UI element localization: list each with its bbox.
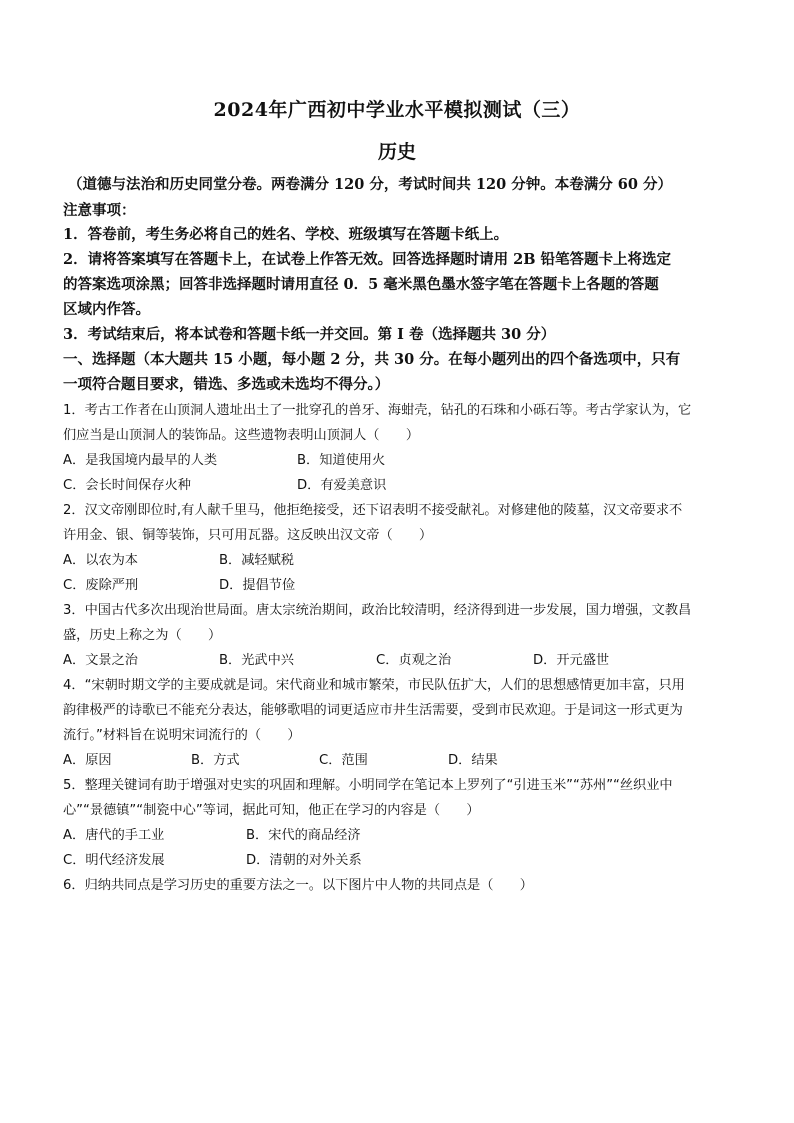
q2-options-row-2 [63,574,733,594]
q2-option-d: D．提倡节俭 [219,578,296,593]
note-3: 3．考试结束后，将本试卷和答题卡纸一并交回。第 I 卷（选择题共 30 分） [63,326,556,343]
q1-stem-line-1: 1．考古工作者在山顶洞人遗址出土了一批穿孔的兽牙、海蚶壳，钻孔的石珠和小砾石等。考古学家认为，它 [63,403,692,418]
q4-option-b: B．方式 [191,753,240,768]
q5-options-row-1 [63,824,733,844]
notes-heading: 注意事项： [63,202,136,219]
q5-option-b: B．宋代的商品经济 [246,828,361,843]
q1-options-row-1 [63,449,733,469]
note-2-line-3: 区域内作答。 [63,301,150,318]
q1-stem-line-2: 们应当是山顶洞人的装饰品。这些遗物表明山顶洞人（ ） [63,428,420,443]
exam-title: 2024年广西初中学业水平模拟测试（三） [213,99,581,121]
exam-info: （道德与法治和历史同堂分卷。两卷满分 120 分，考试时间共 120 分钟。本卷满分 60 分） [68,176,672,193]
q3-option-b: B．光武中兴 [219,653,294,668]
q5-option-c: C．明代经济发展 [63,853,165,868]
q3-stem-line-1: 3．中国古代多次出现治世局面。唐太宗统治期间，政治比较清明，经济得到进一步发展，国力增强，文教昌 [63,603,692,618]
q5-option-d: D．清朝的对外关系 [246,853,362,868]
q2-stem-line-1: 2．汉文帝刚即位时,有人献千里马，他拒绝接受，还下诏表明不接受献礼。对修建他的陵墓，汉文帝要求不 [63,503,683,518]
note-1: 1．答卷前，考生务必将自己的姓名、学校、班级填写在答题卡纸上。 [63,226,509,243]
section-heading-line-2: 一项符合题目要求，错选、多选或未选均不得分。） [63,376,390,393]
q3-stem-line-2: 盛，历史上称之为（ ） [63,628,222,643]
q1-options-row-2 [63,474,733,494]
q4-options [63,749,733,769]
q2-option-a: A．以农为本 [63,553,138,568]
q4-option-d: D．结果 [448,753,498,768]
q4-stem-line-2: 韵律极严的诗歌已不能充分表达，能够歌唱的词更适应市井生活需要，受到市民欢迎。于是词这一形式更为 [63,703,683,718]
q3-options [63,649,733,669]
q4-stem-line-1: 4．“宋朝时期文学的主要成就是词。宋代商业和城市繁荣，市民队伍扩大，人们的思想感情更加丰富，只用 [63,678,685,693]
note-2-line-2: 的答案选项涂黑；回答非选择题时请用直径 0．5 毫米黑色墨水签字笔在答题卡上各题的答题 [63,276,659,293]
q2-stem-line-2: 许用金、银、铜等装饰，只可用瓦器。这反映出汉文帝（ ） [63,528,433,543]
q1-option-d: D．有爱美意识 [297,478,387,493]
section-heading-line-1: 一、选择题（本大题共 15 小题，每小题 2 分，共 30 分。在每小题列出的四个备选项中，只有 [63,351,681,368]
q4-option-c: C．范围 [319,753,368,768]
subject-title: 历史 [377,141,416,163]
q3-option-a: A．文景之治 [63,653,138,668]
q5-stem-line-1: 5．整理关键词有助于增强对史实的巩固和理解。小明同学在笔记本上罗列了“引进玉米”“苏州”“丝织业中 [63,778,673,793]
q1-option-c: C．会长时间保存火种 [63,478,191,493]
q2-options-row-1 [63,549,733,569]
note-2-line-1: 2．请将答案填写在答题卡上，在试卷上作答无效。回答选择题时请用 2B 铅笔答题卡上将选定 [63,251,672,268]
q5-option-a: A．唐代的手工业 [63,828,165,843]
q6-stem-line-1: 6．归纳共同点是学习历史的重要方法之一。以下图片中人物的共同点是（ ） [63,878,533,893]
q4-stem-line-3: 流行。”材料旨在说明宋词流行的（ ） [63,728,301,743]
q2-option-b: B．减轻赋税 [219,553,294,568]
q5-stem-line-2: 心”“景德镇”“制瓷中心”等词，据此可知，他正在学习的内容是（ ） [63,803,480,818]
q1-option-b: B．知道使用火 [297,453,386,468]
q3-option-d: D．开元盛世 [533,653,610,668]
q2-option-c: C．废除严刑 [63,578,139,593]
q5-options-row-2 [63,849,733,869]
q4-option-a: A．原因 [63,753,112,768]
q1-option-a: A．是我国境内最早的人类 [63,453,218,468]
q3-option-c: C．贞观之治 [376,653,452,668]
